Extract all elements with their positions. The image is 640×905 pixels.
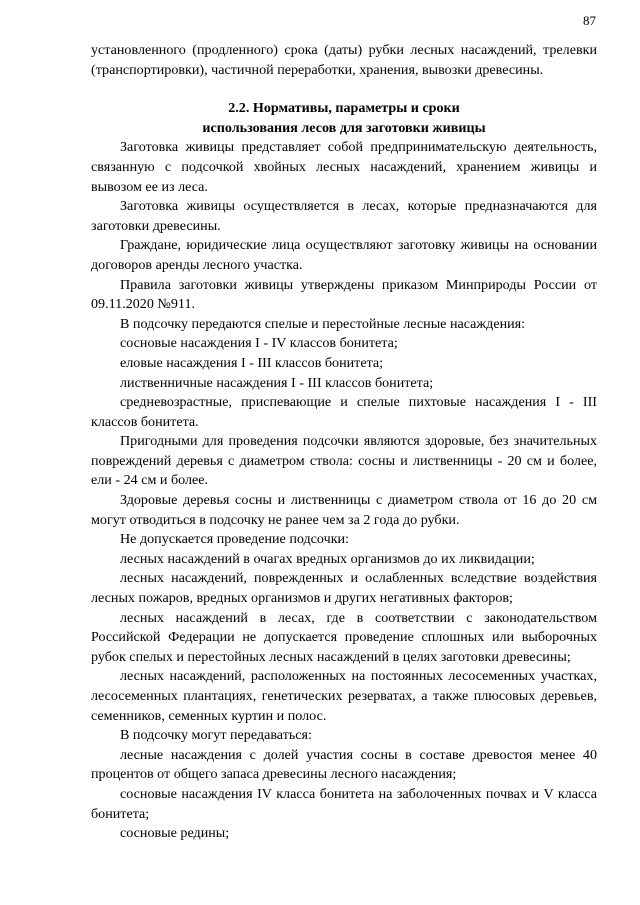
section-heading-line-1: 2.2. Нормативы, параметры и сроки — [228, 100, 460, 117]
list-item: еловые насаждения I - III классов бонитета; — [120, 354, 384, 371]
paragraph: В подсочку могут передаваться: — [120, 727, 312, 744]
paragraph: В подсочку передаются спелые и перестойные лесные насаждения: — [120, 315, 526, 332]
list-item: лесных насаждений, расположенных на постоянных лесосеменных участках, лесосеменных плантациях, генетических резерватах, а также плюсовых деревьев, семенников, семенных куртин и полос. — [91, 668, 597, 724]
paragraph: Заготовка живицы осуществляется в лесах, которые предназначаются для заготовки древесины. — [91, 198, 597, 234]
list-item: лесных насаждений в очагах вредных организмов до их ликвидации; — [120, 550, 535, 567]
list-item: лесных насаждений, поврежденных и ослабленных вследствие воздействия лесных пожаров, вредных организмов и других негативных факторов; — [91, 570, 597, 607]
list-item: сосновые редины; — [120, 825, 230, 842]
paragraph: Граждане, юридические лица осуществляют заготовку живицы на основании договоров аренды лесного участка. — [91, 237, 597, 273]
page-body — [91, 41, 597, 844]
list-item: сосновые насаждения I - IV классов бонитета; — [120, 335, 398, 352]
section-heading-line-2: использования лесов для заготовки живицы — [202, 119, 486, 136]
list-item: лиственничные насаждения I - III классов бонитета; — [120, 374, 434, 391]
list-item: лесных насаждений в лесах, где в соответствии с законодательством Российской Федерации не допускается проведение сплошных или выборочных рубок спелых и перестойных лесных насаждений в целях заготовки древесины; — [91, 609, 597, 665]
intro-paragraph: установленного (продленного) срока (даты) рубки лесных насаждений, трелевки (транспортировки), частичной переработки, хранения, вывозки древесины. — [91, 42, 597, 78]
paragraph: Здоровые деревья сосны и лиственницы с диаметром ствола от 16 до 20 см могут отводиться в подсочку не ранее чем за 2 года до рубки. — [91, 492, 597, 528]
list-item: сосновые насаждения IV класса бонитета на заболоченных почвах и V класса бонитета; — [91, 785, 597, 822]
paragraph: Пригодными для проведения подсочки являются здоровые, без значительных повреждений деревья с диаметром ствола: сосны и лиственницы - 20 см и более, ели - 24 см и более. — [91, 433, 597, 489]
page-number: 87 — [583, 13, 596, 28]
list-item: лесные насаждения с долей участия сосны в составе древостоя менее 40 процентов от общего запаса древесины лесного насаждения; — [91, 746, 597, 783]
paragraph: Заготовка живицы представляет собой предпринимательскую деятельность, связанную с подсочкой хвойных лесных насаждений, хранением живицы и вывозом ее из леса. — [91, 139, 597, 195]
list-item: средневозрастные, приспевающие и спелые пихтовые насаждения I - III классов бонитета. — [91, 394, 597, 430]
section-heading — [91, 99, 597, 138]
paragraph: Не допускается проведение подсочки: — [120, 531, 350, 548]
paragraph: Правила заготовки живицы утверждены приказом Минприроды России от 09.11.2020 №911. — [91, 276, 597, 313]
